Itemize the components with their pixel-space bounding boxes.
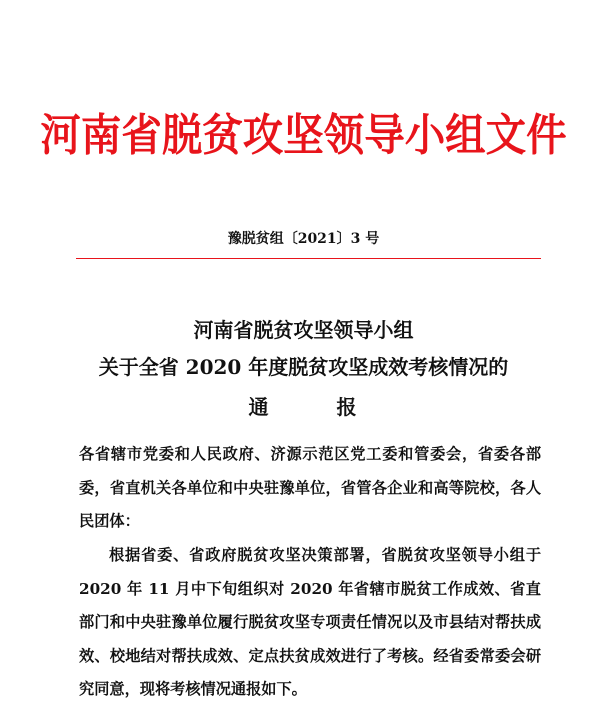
red-divider-line [76,258,541,259]
document-header: 河南省脱贫攻坚领导小组文件 [40,110,567,161]
title-line-1: 河南省脱贫攻坚领导小组 [193,318,414,342]
title-line-2: 关于全省 2020 年度脱贫攻坚成效考核情况的 [98,355,509,379]
title-line-3: 通 报 [248,395,359,419]
body-paragraph: 根据省委、省政府脱贫攻坚决策部署，省脱贫攻坚领导小组于 2020 年 11 月中下旬组织对 2020 年省辖市脱贫工作成效、省直部门和中央驻豫单位履行脱贫攻坚专项责任情况以及市县结对帮扶成效、校地结对帮扶成效、定点扶贫成效进行了考核。经省委常委会研究同意，现将考核情况通报如下。 [79,546,541,698]
addressee-paragraph: 各省辖市党委和人民政府、济源示范区党工委和管委会，省委各部委，省直机关各单位和中央驻豫单位，省管各企业和高等院校，各人民团体： [79,445,541,530]
document-number: 豫脱贫组〔2021〕3 号 [227,231,380,247]
